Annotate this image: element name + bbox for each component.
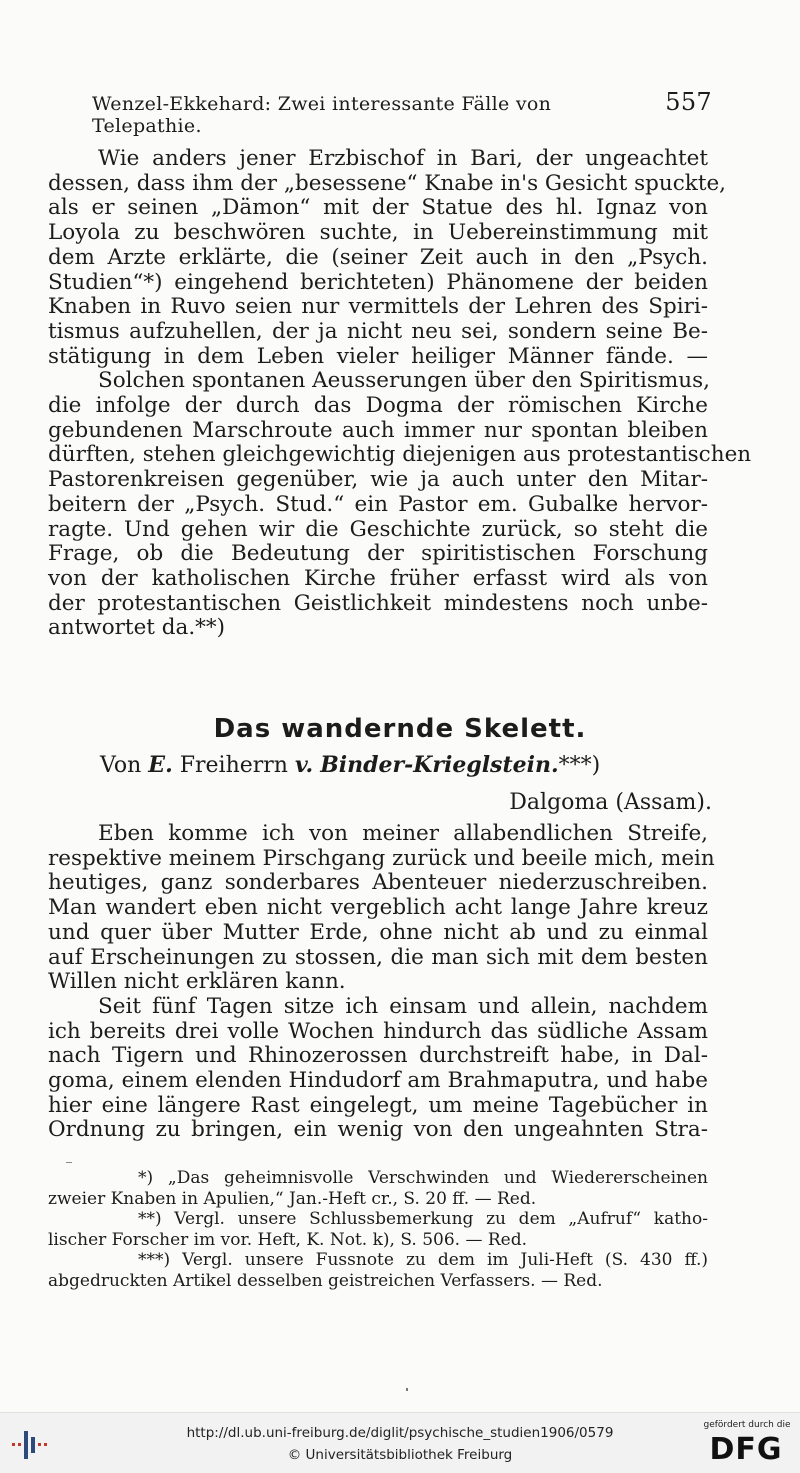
text-line: dem Arzte erklärte, die (seiner Zeit auch in den „Psych.	[48, 244, 708, 270]
text-line: ragte. Und gehen wir die Geschichte zurück, so steht die	[48, 516, 708, 542]
text-line: beitern der „Psych. Stud.“ ein Pastor em. Gubalke hervor-	[48, 491, 708, 517]
document-url-link[interactable]: http://dl.ub.uni-freiburg.de/diglit/psychische_studien1906/0579	[186, 1425, 614, 1441]
running-header	[92, 88, 712, 137]
paragraph-1	[48, 146, 727, 369]
dateline-place: Dalgoma (Assam).	[509, 790, 712, 815]
text-line: Loyola zu beschwören suchte, in Uebereinstimmung mit	[48, 220, 708, 246]
footnotes	[48, 1168, 708, 1291]
text-line: von der katholischen Kirche früher erfasst wird als von	[48, 565, 708, 591]
text-line: dessen, dass ihm der „besessene“ Knabe in's Gesicht spuckte,	[48, 170, 727, 196]
scan-speck	[406, 1388, 408, 1391]
text-block-top	[48, 146, 752, 641]
text-line: ich bereits drei volle Wochen hindurch das südliche Assam	[48, 1018, 708, 1044]
byline-prefix: Von	[100, 753, 142, 778]
footnote-separator	[66, 1162, 72, 1163]
article-byline	[100, 752, 700, 778]
text-line: der protestantischen Geistlichkeit mindestens noch unbe-	[48, 590, 708, 616]
paragraph-2	[48, 368, 752, 641]
text-line: auf Erscheinungen zu stossen, die man sich mit dem besten	[48, 944, 708, 970]
text-line: Pastorenkreisen gegenüber, wie ja auch unter den Mitar-	[48, 467, 708, 493]
text-line: Wie anders jener Erzbischof in Bari, der ungeachtet	[98, 146, 708, 171]
byline-v: v.	[294, 752, 314, 778]
text-block-article	[48, 821, 715, 1143]
text-line: gebundenen Marschroute auch immer nur spontan bleiben	[48, 417, 708, 443]
text-line: hier eine längere Rast eingelegt, um meine Tagebücher in	[48, 1092, 708, 1118]
text-line: heutiges, ganz sonderbares Abenteuer niederzuschreiben.	[48, 870, 708, 896]
text-line: goma, einem elenden Hindudorf am Brahmaputra, und habe	[48, 1068, 708, 1094]
running-title: Wenzel-Ekkehard: Zwei interessante Fälle von Telepathie.	[92, 93, 552, 137]
byline-title: Freiherrn	[179, 753, 288, 778]
footnote-line: abgedruckten Artikel desselben geistreichen Verfassers. — Red.	[48, 1270, 603, 1291]
footnote-line: lischer Forscher im vor. Heft, K. Not. k), S. 506. — Red.	[48, 1229, 528, 1250]
byline-author: Binder-Krieglstein.	[320, 752, 559, 778]
sponsor-caption: gefördert durch die	[703, 1420, 791, 1430]
text-line: dürften, stehen gleichgewichtig diejenigen aus protestantischen	[48, 442, 752, 468]
text-line: Eben komme ich von meiner allabendlichen Streife,	[98, 821, 708, 846]
text-line: als er seinen „Dämon“ mit der Statue des hl. Ignaz von	[48, 195, 708, 221]
text-line: Man wandert eben nicht vergeblich acht lange Jahre kreuz	[48, 895, 708, 921]
text-line: antwortet da.**)	[48, 615, 226, 641]
paragraph-3	[48, 821, 715, 995]
text-line: nach Tigern und Rhinozerossen durchstreift habe, in Dal-	[48, 1043, 708, 1069]
text-line: Studien“*) eingehend berichteten) Phänomene der beiden	[48, 269, 708, 295]
byline-footnote-mark: ***)	[558, 753, 601, 778]
paragraph-4	[48, 995, 708, 1143]
text-line: die infolge der durch das Dogma der römischen Kirche	[48, 393, 708, 419]
text-line: respektive meinem Pirschgang zurück und beeile mich, mein	[48, 845, 715, 871]
text-line: Solchen spontanen Aeusserungen über den Spiritismus,	[98, 368, 710, 394]
dfg-logo-icon[interactable]: DFG	[709, 1432, 783, 1467]
text-line: Willen nicht erklären kann.	[48, 969, 346, 995]
text-line: stätigung in dem Leben vieler heiliger Männer fände. —	[48, 343, 708, 369]
article-title: Das wandernde Skelett.	[213, 714, 587, 744]
byline-initial: E.	[148, 752, 173, 778]
footnote-line: **) Vergl. unsere Schlussbemerkung zu dem „Aufruf“ katho-	[138, 1209, 708, 1229]
text-line: und quer über Mutter Erde, ohne nicht ab und zu einmal	[48, 919, 708, 945]
text-line: Ordnung zu bringen, ein wenig von den ungeahnten Stra-	[48, 1117, 708, 1143]
footnote-line: ***) Vergl. unsere Fussnote zu dem im Juli-Heft (S. 430 ff.)	[138, 1250, 708, 1270]
text-line: Frage, ob die Bedeutung der spiritistischen Forschung	[48, 541, 708, 567]
text-line: Seit fünf Tagen sitze ich einsam und allein, nachdem	[98, 993, 708, 1019]
footnote-line: *) „Das geheimnisvolle Verschwinden und Wiedererscheinen	[138, 1168, 708, 1188]
text-line: tismus aufzuhellen, der ja nicht neu sei, sondern seine Be-	[48, 318, 708, 344]
text-line: Knaben in Ruvo seien nur vermittels der Lehren des Spiri-	[48, 294, 708, 320]
footnote-line: zweier Knaben in Apulien,“ Jan.-Heft cr., S. 20 ff. — Red.	[48, 1188, 537, 1209]
viewer-footer	[0, 1412, 800, 1473]
copyright-notice: © Universitätsbibliothek Freiburg	[287, 1447, 513, 1463]
page-number: 557	[665, 88, 712, 116]
